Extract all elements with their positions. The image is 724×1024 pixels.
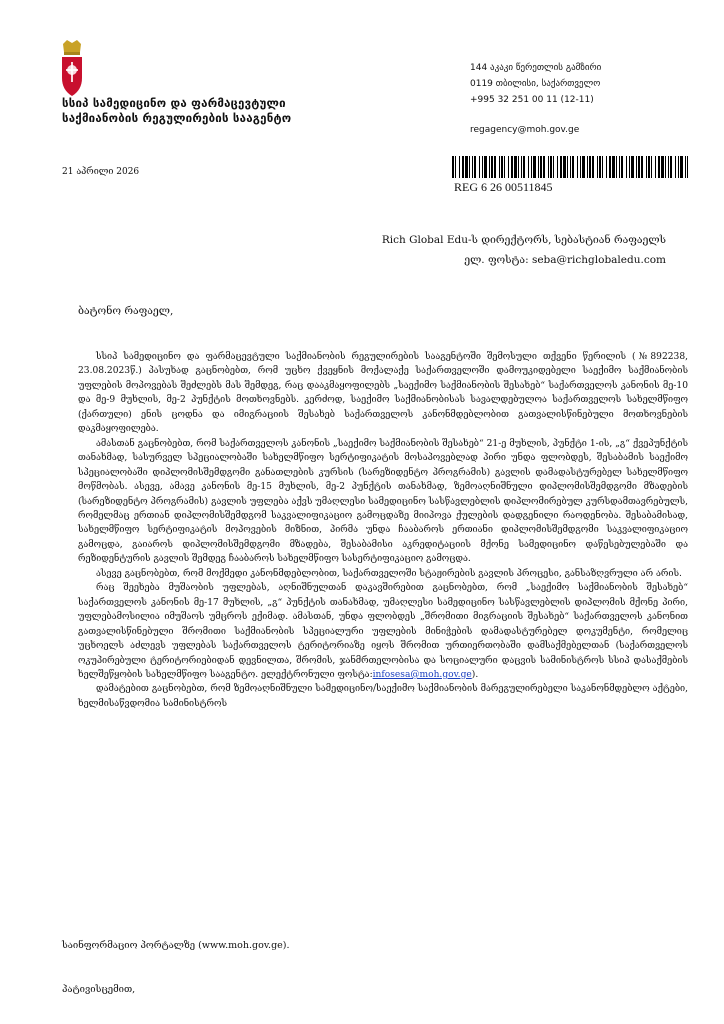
body-paragraph-3: ასევე გაცნობებთ, რომ მოქმედი კანონმდებლობით, საქართველოში სტაჟირების გავლის პროცესი, განსაზღვრული არ არის. [96, 568, 682, 579]
body-paragraph-5: დამატებით გაცნობებთ, რომ ზემოაღნიშნული სამედიცინო/საექიმო საქმიანობის მარეგულირებელი საკანონმდებლო აქტები, ხელმისაწვდომია სამინისტროს [78, 684, 688, 709]
registration-number: REG 6 26 00511845 [454, 180, 553, 194]
address-line2: 0119 თბილისი, საქართველო [470, 79, 601, 89]
sesa-email-link[interactable]: infosesa@moh.gov.ge [372, 669, 472, 680]
closing: პატივისცემით, [62, 984, 136, 995]
agency-name-line2: საქმიანობის რეგულირების სააგენტო [62, 111, 292, 125]
recipient-name: Rich Global Edu-ს დირექტორს, სებასტიან რაფაელს [381, 234, 666, 246]
coat-of-arms-icon [58, 40, 86, 98]
body-paragraph-2: ამასთან გაცნობებთ, რომ საქართველოს კანონის „საექიმო საქმიანობის შესახებ“ 21-ე მუხლის, პუნქტი 1-ის, „გ“ ქვეპუნქტის თანახმად, სასურველ სპეციალობაში სახელმწიფო სერტიფიკატის მოსაპოვებლად პირი უნდა ფლობდეს, შესაბამის საექიმო სპეციალობაში დიპლომისშემდგომი განათლების კურსის (სარეზიდენტო პროგრამის) გავლის დამადასტურებელ სახელმწიფო მოწმობას. ასევე, ამავე კანონის მე-15 მუხლის, მე-2 პუნქტის თანახმად, ზემოაღნიშნული დიპლომისშემდგომი მზადების (სარეზიდენტო პროგრამის) გავლის უფლება აქვს უმაღლესი სამედიცინო სასწავლებლის დიპლომირებულ კურსდამთავრებულს, რომელმაც ერთიან დიპლომისშემდგომ საკვალიფიკაციო გამოცდაზე მიიპოვა ქულების დადგენილი რაოდენობა. შესაბამისად, სახელმწიფო სერტიფიკატის მოპოვების მიზნით, პირმა უნდა ჩააბაროს ერთიანი დიპლომისშემდგომი საკვალიფიკაციო გამოცდა, გაიაროს დიპლომისშემდგომი მზადება, შესაბამისი აკრედიტაციის მქონე სამედიცინო დაწესებულებაში და რეზიდენტურის გავლის შემდეგ ჩააბაროს სახელმწიფო სასერტიფიკაციო გამოცდა. [78, 438, 688, 565]
phone-number: +995 32 251 00 11 (12-11) [470, 95, 594, 105]
address-line1: 144 აკაკი წერეთლის გამზირი [470, 63, 602, 73]
body-paragraph-4-text: რაც შეეხება მუშაობის უფლებას, აღნიშნულთან დაკავშირებით გაცნობებთ, რომ „საექიმო საქმიანობის შესახებ“ საქართველოს კანონის მე-17 მუხლის, „გ“ პუნქტის თანახმად, უმაღლესი სამედიცინო სასწავლებლის დიპლომის მქონე პირი, უფლებამოსილია იმუშაოს უმცროს ექიმად. ამასთან, უნდა ფლობდეს „შრომითი მიგრაციის შესახებ“ საქართველოს კანონით გათვალისწინებული შრომითი საქმიანობის სპეციალური უფლების მინიჭების დამადასტურებელ დოკუმენტი, რომელიც უცხოელს აძლევს უფლებას საქართველოს ტერიტორიაზე იყოს შრომით ურთიერთობაში დამსაქმებელთან (საქართველოს ოკუპირებული ტერიტორიებიდან დევნილთა, შრომის, ჯანმრთელობისა და სოციალური დაცვის სამინისტროს სსიპ დასაქმების ხელშეწყობის სახელმწიფო სააგენტო. ელექტრონული ფოსტა: [78, 583, 688, 680]
agency-email[interactable]: regagency@moh.gov.ge [470, 125, 580, 135]
agency-name [62, 96, 291, 126]
salutation: ბატონო რაფაელ, [78, 305, 174, 317]
body-paragraph-4 [78, 581, 688, 682]
agency-name-line1: სსიპ სამედიცინო და ფარმაცევტული [62, 96, 286, 110]
letter-body [78, 350, 688, 711]
recipient-block [382, 230, 666, 270]
body-paragraph-1: სსიპ სამედიცინო და ფარმაცევტული საქმიანობის რეგულირების სააგენტოში შემოსული თქვენი წერილის (№892238, 23.08.2023წ.) პასუხად გაცნობებთ, რომ უცხო ქვეყნის მოქალაქე საქართველოში დამოუკიდებელი საექიმო საქმიანობის უფლების მოპოვებას შეძლებს მას შემდეგ, რაც დააკმაყოფილებს „საექიმო საქმიანობის შესახებ“ საქართველოს კანონის მე-10 და მე-9 მუხლის, მე-2 პუნქტის მოთხოვნებს. კერძოდ, საექიმო საქმიანობისას სავალდებულოა საქართველოს სახელმწიფო (ქართული) ენის ცოდნა და იმიგრაციის შესახებ საქართველოს კანონმდებლობით გათვალისწინებული მოთხოვნების დაკმაყოფილება. [78, 352, 688, 435]
recipient-email: ელ. ფოსტა: seba@richglobaledu.com [464, 254, 666, 266]
contact-block [470, 60, 601, 138]
portal-line: საინფორმაციო პორტალზე (www.moh.gov.ge). [62, 940, 290, 951]
barcode [452, 156, 688, 178]
body-paragraph-4-tail: ). [471, 669, 479, 680]
letter-date: 21 აპრილი 2026 [62, 167, 140, 177]
